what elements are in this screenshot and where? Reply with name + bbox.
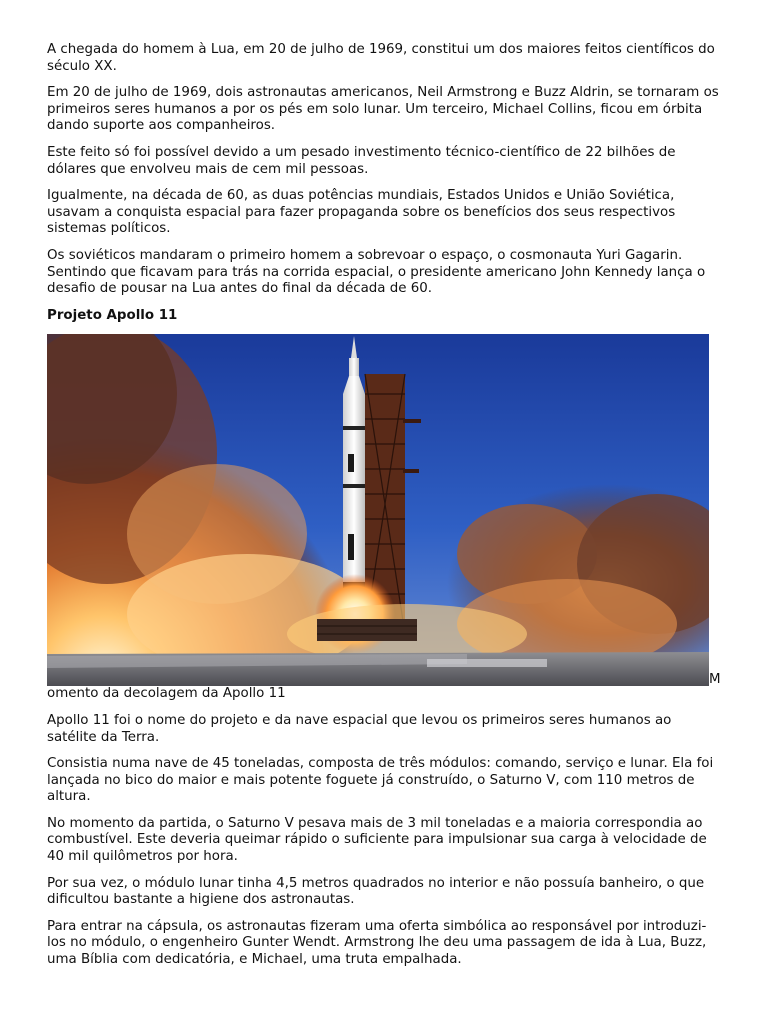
paragraph: Consistia numa nave de 45 toneladas, composta de três módulos: comando, serviço e lunar. Ela foi lançada no bico do maior e mais potente foguete já construído, o Saturno V, com 110 metros de altura. bbox=[47, 756, 714, 805]
section-heading: Projeto Apollo 11 bbox=[47, 307, 178, 323]
paragraph: Os soviéticos mandaram o primeiro homem a sobrevoar o espaço, o cosmonauta Yuri Gagarin. Sentindo que ficavam para trás na corrida espacial, o presidente americano John Kennedy lança o desafio de pousar na Lua antes do final da década de 60. bbox=[47, 247, 706, 297]
paragraph: A chegada do homem à Lua, em 20 de julho de 1969, constitui um dos maiores feitos científicos do século XX. bbox=[47, 42, 715, 74]
rocket-launch-photo bbox=[47, 334, 709, 686]
paragraph: No momento da partida, o Saturno V pesava mais de 3 mil toneladas e a maioria correspondia ao combustível. Este deveria queimar rápido o suficiente para impulsionar sua carga à velocidade de 40 mil quilômetros por hora. bbox=[47, 815, 707, 865]
caption-first-letter: M bbox=[709, 672, 721, 688]
document-page bbox=[47, 42, 721, 979]
figure bbox=[47, 334, 721, 686]
paragraph: Apollo 11 foi o nome do projeto e da nave espacial que levou os primeiros seres humanos ao satélite da Terra. bbox=[47, 712, 672, 745]
paragraph: Para entrar na cápsula, os astronautas fizeram uma oferta simbólica ao responsável por introduzi-los no módulo, o engenheiro Gunter Wendt. Armstrong lhe deu uma passagem de ida à Lua, Buzz, uma Bíblia com dedicatória, e Michael, uma truta empalhada. bbox=[47, 918, 707, 968]
paragraph: Por sua vez, o módulo lunar tinha 4,5 metros quadrados no interior e não possuía banheiro, o que dificultou bastante a higiene dos astronautas. bbox=[47, 875, 705, 908]
image-caption: omento da decolagem da Apollo 11 bbox=[47, 686, 286, 702]
paragraph: Em 20 de julho de 1969, dois astronautas americanos, Neil Armstrong e Buzz Aldrin, se tornaram os primeiros seres humanos a por os pés em solo lunar. Um terceiro, Michael Collins, ficou em órbita dando suporte aos companheiros. bbox=[47, 85, 719, 134]
paragraph: Igualmente, na década de 60, as duas potências mundiais, Estados Unidos e União Soviética, usavam a conquista espacial para fazer propaganda sobre os benefícios dos seus respectivos sistemas políticos. bbox=[47, 188, 676, 237]
paragraph: Este feito só foi possível devido a um pesado investimento técnico-científico de 22 bilhões de dólares que envolveu mais de cem mil pessoas. bbox=[47, 144, 676, 177]
